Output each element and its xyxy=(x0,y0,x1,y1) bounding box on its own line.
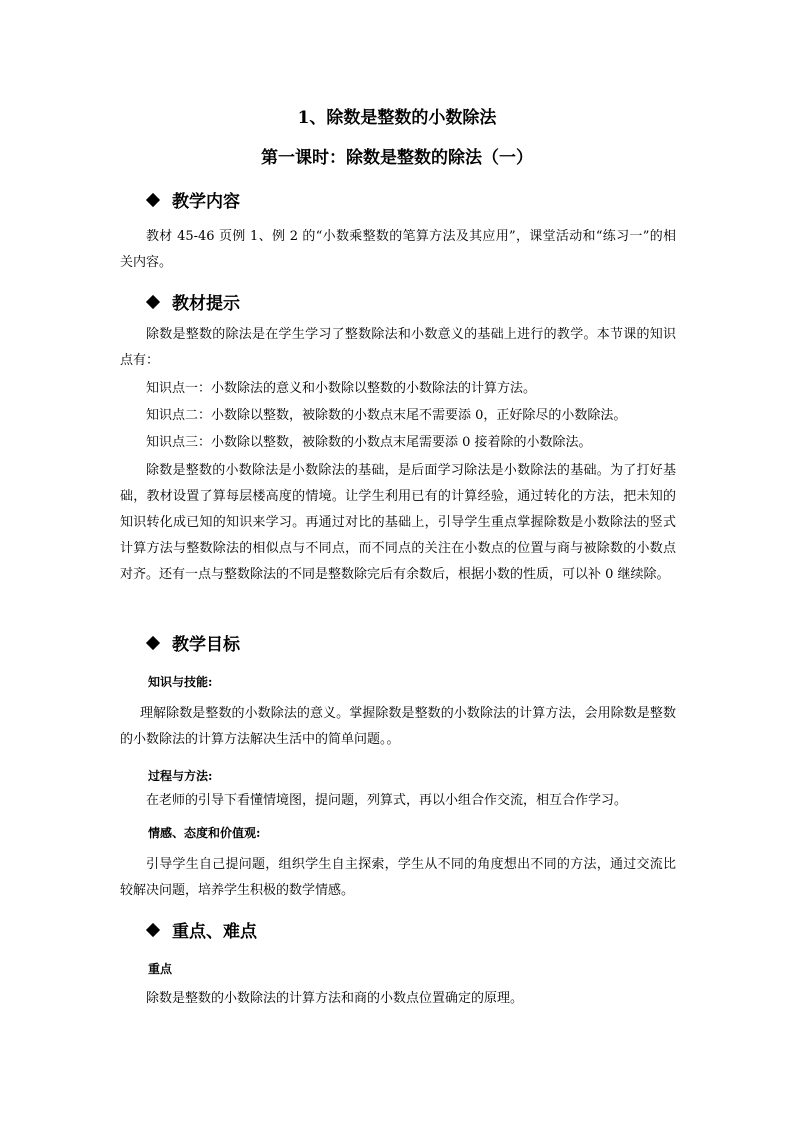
section-heading-text: 教材提示 xyxy=(172,294,240,314)
diamond-bullet-icon xyxy=(146,636,160,650)
lesson-subtitle: 第一课时：除数是整数的除法（一） xyxy=(261,148,533,168)
section-heading-text: 重点、难点 xyxy=(172,922,257,942)
hints-body-paragraph: 除数是整数的小数除法是小数除法的基础，是后面学习除法是小数除法的基础。为了打好基础，教材设置了算每层楼高度的情境。让学生利用已有的计算经验，通过转化的方法，把未知的知识转化成已知的知识来学习。再通过对比的基础上，引导学生重点掌握除数是小数除法的竖式计算方法与整数除法的相似点与不同点，而不同点的关注在小数点的位置与商与被除数的小数点对齐。还有一点与整数除法的不同是整数除完后有余数后，根据小数的性质，可以补 0 继续除。 xyxy=(120,463,676,582)
knowledge-skills-label: 知识与技能: xyxy=(148,675,213,689)
lesson-title: 1、除数是整数的小数除法 xyxy=(297,108,497,128)
knowledge-point-2: 知识点二：小数除以整数，被除数的小数点末尾不需要添 0，正好除尽的小数除法。 xyxy=(146,408,627,423)
section-heading-hints xyxy=(148,292,240,316)
knowledge-skills-text: 理解除数是整数的小数除法的意义。掌握除数是整数的小数除法的计算方法，会用除数是整数的小数除法的计算方法解决生活中的简单问题。。 xyxy=(120,706,676,747)
key-point-text: 除数是整数的小数除法的计算方法和商的小数点位置确定的原理。 xyxy=(146,991,524,1006)
emotion-values-label: 情感、态度和价值观: xyxy=(148,826,261,840)
diamond-bullet-icon xyxy=(146,193,160,207)
knowledge-point-3: 知识点三：小数除以整数，被除数的小数点末尾需要添 0 接着除的小数除法。 xyxy=(146,435,592,450)
section-heading-text: 教学目标 xyxy=(172,635,240,655)
section-heading-goals xyxy=(148,633,240,657)
section-heading-text: 教学内容 xyxy=(172,192,240,212)
process-methods-text: 在老师的引导下看懂情境图，提问题，列算式，再以小组合作交流，相互合作学习。 xyxy=(146,793,628,808)
process-methods-label: 过程与方法: xyxy=(148,769,213,783)
content-paragraph: 教材 45-46 页例 1、例 2 的“小数乘整数的笔算方法及其应用”，课堂活动和“练习一”的相关内容。 xyxy=(120,229,676,270)
diamond-bullet-icon xyxy=(146,923,160,937)
emotion-values-text: 引导学生自己提问题，组织学生自主探索，学生从不同的角度想出不同的方法，通过交流比较解决问题，培养学生积极的数学情感。 xyxy=(120,857,676,898)
section-heading-key-points xyxy=(148,920,257,944)
diamond-bullet-icon xyxy=(146,295,160,309)
section-heading-content xyxy=(148,190,240,214)
hints-intro-paragraph: 除数是整数的除法是在学生学习了整数除法和小数意义的基础上进行的教学。本节课的知识点有： xyxy=(120,327,676,368)
key-point-label: 重点 xyxy=(148,962,173,976)
knowledge-point-1: 知识点一：小数除法的意义和小数除以整数的小数除法的计算方法。 xyxy=(146,381,537,396)
